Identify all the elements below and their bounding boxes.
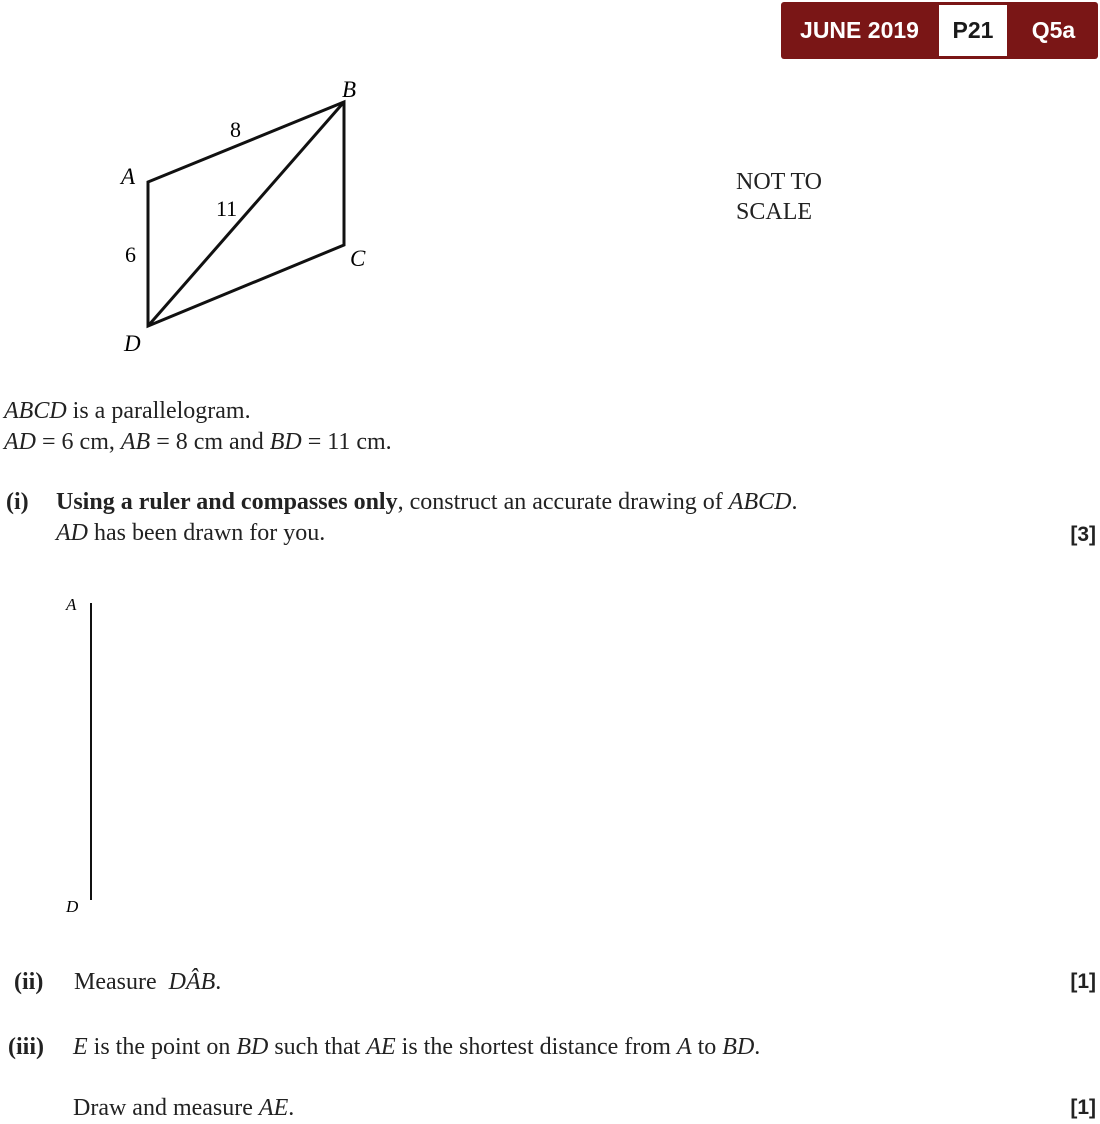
construction-label-a: A (66, 595, 77, 614)
diagonal-bd-length: 11 (216, 196, 238, 221)
exam-date: JUNE 2019 (800, 17, 919, 43)
part-iii-instruction: E is the point on BD such that AE is the shortest distance from A to BD. (73, 1034, 761, 1060)
paper-code: P21 (939, 5, 1007, 56)
part-i-instruction: Using a ruler and compasses only, construct an accurate drawing of ABCD. (56, 489, 798, 515)
side-ad-length: 6 (125, 242, 136, 267)
parallelogram-figure (0, 0, 1100, 380)
question-number: Q5a (1031, 17, 1076, 43)
vertex-d-label: D (124, 331, 141, 356)
intro-line-2: AD = 6 cm, AB = 8 cm and BD = 11 cm. (4, 429, 392, 455)
vertex-b-label: B (342, 77, 357, 102)
construction-label-d: D (66, 897, 79, 916)
part-iii-task: Draw and measure AE. (73, 1095, 295, 1121)
part-i-number: (i) (6, 489, 29, 515)
vertex-a-label: A (121, 164, 136, 189)
part-iii-number: (iii) (8, 1034, 44, 1060)
part-i-marks: [3] (1070, 523, 1096, 546)
not-to-scale-note: NOT TO SCALE (736, 169, 823, 225)
part-i-note: AD has been drawn for you. (56, 520, 326, 546)
part-ii-marks: [1] (1070, 970, 1096, 993)
diagonal-bd (148, 102, 344, 326)
part-ii-number: (ii) (14, 969, 44, 995)
intro-line-1: ABCD is a parallelogram. (4, 398, 251, 424)
vertex-c-label: C (350, 246, 366, 271)
construction-area (0, 585, 140, 920)
part-iii-marks: [1] (1070, 1096, 1096, 1119)
side-ab-length: 8 (230, 117, 241, 142)
part-ii-instruction: Measure DÂB. (74, 969, 222, 995)
